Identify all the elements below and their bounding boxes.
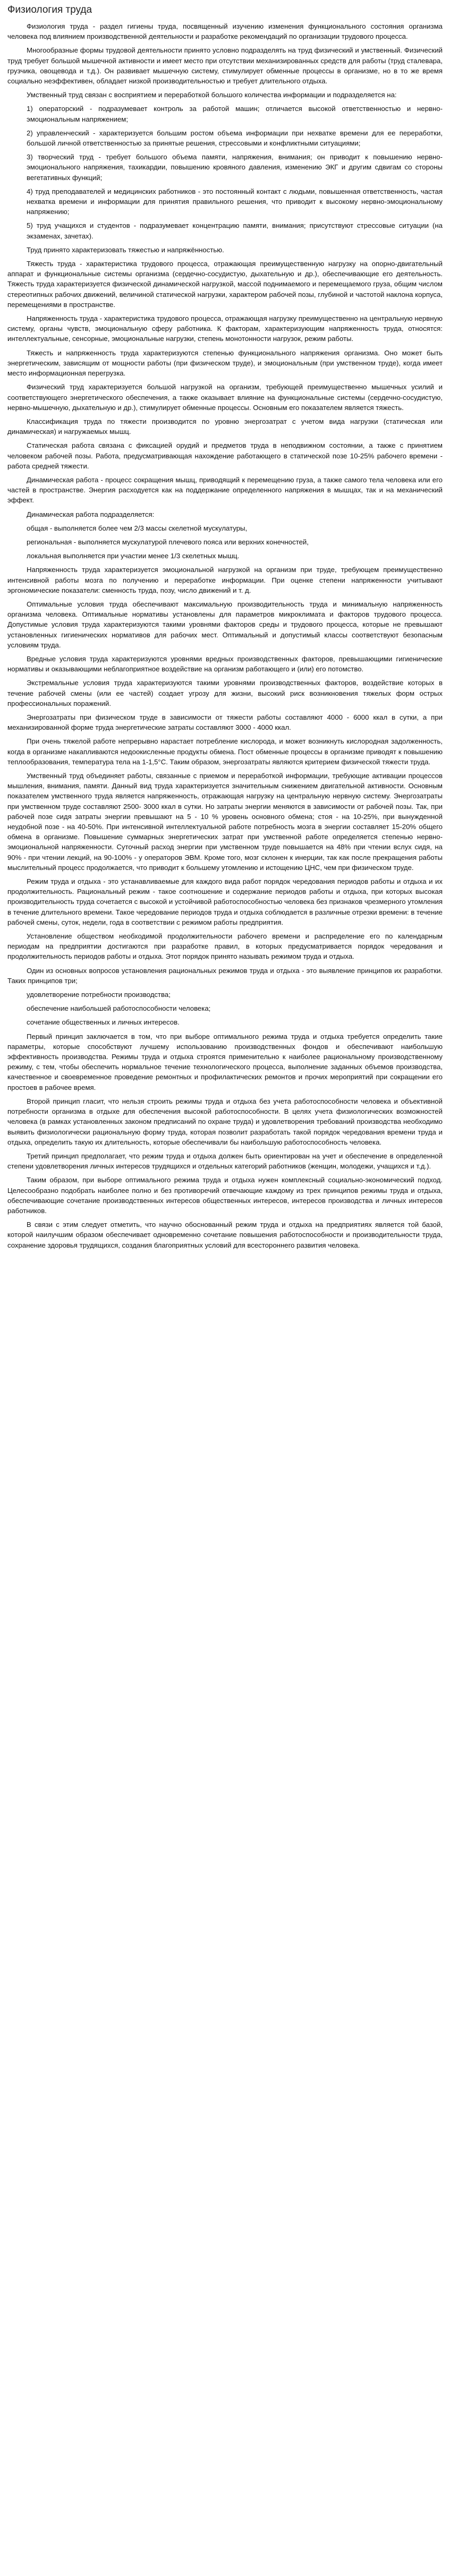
document-paragraph: 1) операторский - подразумевает контроль за работой машин; отличается высокой ответственностью и нервно-эмоциональным напряжением; [27, 105, 443, 123]
document-paragraph: Динамическая работа подразделяется: [27, 510, 155, 518]
page-title: Физиология труда [7, 4, 92, 15]
document-paragraph: Один из основных вопросов установления рациональных режимов труда и отдыха - это выявление принципов их разработки. Таких принципов три; [7, 966, 443, 985]
document-paragraph: Таким образом, при выборе оптимального режима труда и отдыха нужен комплексный социально-экономический подход. Целесообразно подобрать наиболее полно и без противоречий отвечающие каждому из трех принципов режимы труда и отдыха, обеспечивающие сочетание производственных интересов общественных интересов, интересов производства и личных интересов работников. [7, 1176, 443, 1215]
document-body [7, 21, 443, 1250]
document-paragraph: Классификация труда по тяжести производится по уровню энергозатрат с учетом вида нагрузки (статическая или динамическая) и нагружаемых мышц. [7, 417, 443, 436]
document-paragraph: Динамическая работа - процесс сокращения мышц, приводящий к перемещению груза, а также самого тела человека или его частей в пространстве. Энергия расходуется как на поддержание определенного напряжения в мышцах, так и на механический эффект. [7, 475, 443, 505]
document-paragraph: Напряженность труда - характеристика трудового процесса, отражающая нагрузку преимущественно на центральную нервную систему, органы чувств, эмоциональную сферу работника. К факторам, характеризующим напряженность труда, относятся: интеллектуальные, сенсорные, эмоциональные нагрузки, степень монотонности нагрузок, режим работы. [7, 314, 443, 343]
document-paragraph: Тяжесть труда - характеристика трудового процесса, отражающая преимущественную нагрузку на опорно-двигательный аппарат и функциональные системы организма (сердечно-сосудистую, дыхательную и др.), обеспечивающие его деятельность. Тяжесть труда характеризуется физической динамической нагрузкой, массой поднимаемого и перемещаемого груза, общим числом стереотипных рабочих движений, величиной статической нагрузки, характером рабочей позы, глубиной и частотой наклона корпуса, перемещениями в пространстве. [7, 260, 443, 309]
document-paragraph: При очень тяжелой работе непрерывно нарастает потребление кислорода, и может возникнуть кислородная задолженность, когда в организме накапливаются недоокисленные продукты обмена. Пост обменные процессы в организме приводят к повышению теплообразования, температура тела на 1-1,5°С. Таким образом, энергозатраты являются критерием физической тяжести труда. [7, 737, 443, 766]
document-paragraph: общая - выполняется более чем 2/3 массы скелетной мускулатуры, [27, 524, 248, 532]
document-paragraph: Режим труда и отдыха - это устанавливаемые для каждого вида работ порядок чередования периодов работы и отдыха и их продолжительность. Рациональный режим - такое соотношение и содержание периодов работы и отдыха, при которых высокая производительность труда сочетается с высокой и устойчивой работоспособностью человека без признаков чрезмерного утомления в течение длительного времени. Такое чередование периодов труда и отдыха соблюдается в различные отрезки времени: в течение рабочей смены, суток, недели, года в соответствии с режимом работы предприятия. [7, 877, 443, 926]
document-paragraph: 3) творческий труд - требует большого объема памяти, напряжения, внимания; он приводит к повышению нервно-эмоционального напряжения, тахикардии, повышению кровяного давления, изменению ЭКГ и другим сдвигам со стороны вегетативных функций; [27, 153, 443, 182]
document-paragraph: региональная - выполняется мускулатурой плечевого пояса или верхних конечностей, [27, 538, 309, 546]
document-paragraph: Напряженность труда характеризуется эмоциональной нагрузкой на организм при труде, требующем преимущественно интенсивной работы мозга по получению и переработке информации. При оценке степени напряженности учитывают эргономические показатели: сменность труда, позу, число движений и т. д. [7, 566, 443, 594]
document-paragraph: Физиология труда - раздел гигиены труда, посвященный изучению изменения функционального состояния организма человека под влиянием производственной деятельности и разработке рекомендаций по организации трудового процесса. [7, 22, 443, 41]
document-paragraph: Вредные условия труда характеризуются уровнями вредных производственных факторов, превышающими гигиенические нормативы и оказывающими неблагоприятное воздействие на организм работающего и (или) его потомство. [7, 654, 443, 673]
document-paragraph: Третий принцип предполагает, что режим труда и отдыха должен быть ориентирован на учет и обеспечение в определенной степени удовлетворения личных интересов трудящихся и отдельных категорий работников (женщин, молодежи, учащихся и т.д.). [7, 1151, 443, 1171]
document-paragraph: Труд принято характеризовать тяжестью и напряжённостью. [27, 245, 224, 254]
document-paragraph: сочетание общественных и личных интересов. [27, 1018, 180, 1027]
document-paragraph: Энергозатраты при физическом труде в зависимости от тяжести работы составляют 4000 - 6000 ккал в сутки, а при механизированной форме труда энергетические затраты составляют 3000 - 4000 ккал. [7, 713, 443, 732]
document-paragraph: 2) управленческий - характеризуется большим ростом объема информации при нехватке времени для ее переработки, большой личной ответственностью за принятые решения, стрессовыми и конфликтными ситуациями; [27, 129, 443, 148]
document-paragraph: удовлетворение потребности производства; [27, 991, 171, 999]
document-paragraph: Многообразные формы трудовой деятельности принято условно подразделять на труд физический и умственный. Физический труд требует большой мышечной активности и имеет место при отсутствии механизированных средств для работы (труд сталевара, грузчика, овощевода и т.д.). Он развивает мышечную систему, стимулирует обменные процессы в организме, но в то же время социально неэффективен, обладает низкой производительностью и требует длительного отдыха. [7, 46, 443, 86]
document-paragraph: 4) труд преподавателей и медицинских работников - это постоянный контакт с людьми, повышенная ответственность, частая нехватка времени и информации для принятия правильного решения, что приводит к высокому нервно-эмоциональному напряжению; [27, 187, 443, 216]
document-paragraph: Физический труд характеризуется большой нагрузкой на организм, требующей преимущественно мышечных усилий и соответствующего энергетического обеспечения, а также оказывает влияние на функциональные системы (сердечно-сосудистую, нервно-мышечную, дыхательную и др.), стимулирует обменные процессы. Основным его показателем является тяжесть. [7, 383, 443, 412]
document-paragraph: Экстремальные условия труда характеризуются такими уровнями производственных факторов, воздействие которых в течение рабочей смены (или ее частей) создает угрозу для жизни, высокий риск возникновения тяжелых форм острых профессиональных поражений. [7, 679, 443, 707]
document-paragraph: локальная выполняется при участии менее 1/3 скелетных мышц. [27, 552, 240, 560]
document-page [0, 0, 450, 1250]
document-paragraph: Умственный труд связан с восприятием и переработкой большого количества информации и подразделяется на: [27, 91, 397, 99]
document-paragraph: Оптимальные условия труда обеспечивают максимальную производительность труда и минимальную напряженность организма человека. Оптимальные нормативы установлены для параметров микроклимата и факторов трудового процесса. Допустимые условия труда характеризуются такими уровнями факторов среды и трудового процесса, которые не превышают установленных гигиенических нормативов для рабочих мест. Оптимальный и допустимый классы соответствуют безопасным условиям труда. [7, 600, 443, 649]
document-paragraph: Умственный труд объединяет работы, связанные с приемом и переработкой информации, требующие активации процессов мышления, внимания, памяти. Данный вид труда характеризуется значительным снижением двигательной активности. Основным показателем умственного труда является напряженность, отражающая нагрузку на центральную нервную систему. Энергозатраты при умственном труде составляют 2500- 3000 ккал в сутки. Но затраты энергии меняются в зависимости от рабочей позы. Так, при рабочей позе сидя затраты энергии превышают на 5 - 10 % уровень основного обмена; стоя - на 10-25%, при вынужденной неудобной позе - на 40-50%. При интенсивной интеллектуальной работе потребность мозга в энергии составляет 15-20% общего обмена в организме. Повышение суммарных энергетических затрат при умственной работе определяется степенью нервно-эмоциональной напряженности. Суточный расход энергии при умственном труде повышается на 48% при чтении вслух сидя, на 90% - при чтении лекций, на 90-100% - у операторов ЭВМ. Кроме того, мозг склонен к инерции, так как после прекращения работы мыслительный процесс продолжается, что приводит к большему утомлению и истощению ЦНС, чем при физическом труде. [7, 772, 443, 872]
document-paragraph: обеспечение наибольшей работоспособности человека; [27, 1004, 211, 1013]
document-paragraph: 5) труд учащихся и студентов - подразумевает концентрацию памяти, внимания; присутствуют стрессовые ситуации (на экзаменах, зачетах). [27, 221, 443, 240]
document-paragraph: Статическая работа связана с фиксацией орудий и предметов труда в неподвижном состоянии, а также с принятием человеком рабочей позы. Работа, предусматривающая нахождение работающего в статической позе 10-25% рабочего времени - работа средней тяжести. [7, 441, 443, 470]
document-paragraph: Тяжесть и напряженность труда характеризуются степенью функционального напряжения организма. Оно может быть энергетическим, зависящим от мощности работы (при физическом труде), и эмоциональным (при умственном труде), когда имеет место информационная перегрузка. [7, 348, 443, 378]
document-paragraph: Второй принцип гласит, что нельзя строить режимы труда и отдыха без учета работоспособности человека и объективной потребности организма в отдыхе для обеспечения высокой работоспособности. В целях учета физиологических возможностей человека (в рамках установленных законом предписаний по охране труда) и удовлетворения требований производства необходимо выявить физиологически рациональную форму труда, которая позволит разработать такой порядок чередования времени труда и отдыха, определить такую их длительность, которые обеспечивали бы наибольшую работоспособность человека. [7, 1097, 443, 1146]
document-paragraph: Установление обществом необходимой продолжительности рабочего времени и распределение его по календарным периодам на предприятии достигаются при разработке правил, в которых предусматривается порядок чередования и продолжительность периодов работы и отдыха. Этот порядок принято называть режимом труда и отдыха. [7, 932, 443, 961]
document-paragraph: Первый принцип заключается в том, что при выборе оптимального режима труда и отдыха требуется определить такие параметры, которые способствуют лучшему использованию производственных фондов и обеспечивают наибольшую эффективность производства. Режимы труда и отдыха строятся применительно к наиболее рациональному производственному режиму, с тем, чтобы обеспечить нормальное течение технологического процесса, выполнение заданных объемов производства, качественное и своевременное проведение ремонтных и профилактических ремонтов и прочих мероприятий при сокращении его простоев в рабочее время. [7, 1032, 443, 1091]
document-paragraph: В связи с этим следует отметить, что научно обоснованный режим труда и отдыха на предприятиях является той базой, которой наилучшим образом обеспечивает одновременно сочетание повышения работоспособности и производительности труда, сохранение здоровья трудящихся, создания благоприятных условий для всестороннего развития человека. [7, 1221, 443, 1249]
